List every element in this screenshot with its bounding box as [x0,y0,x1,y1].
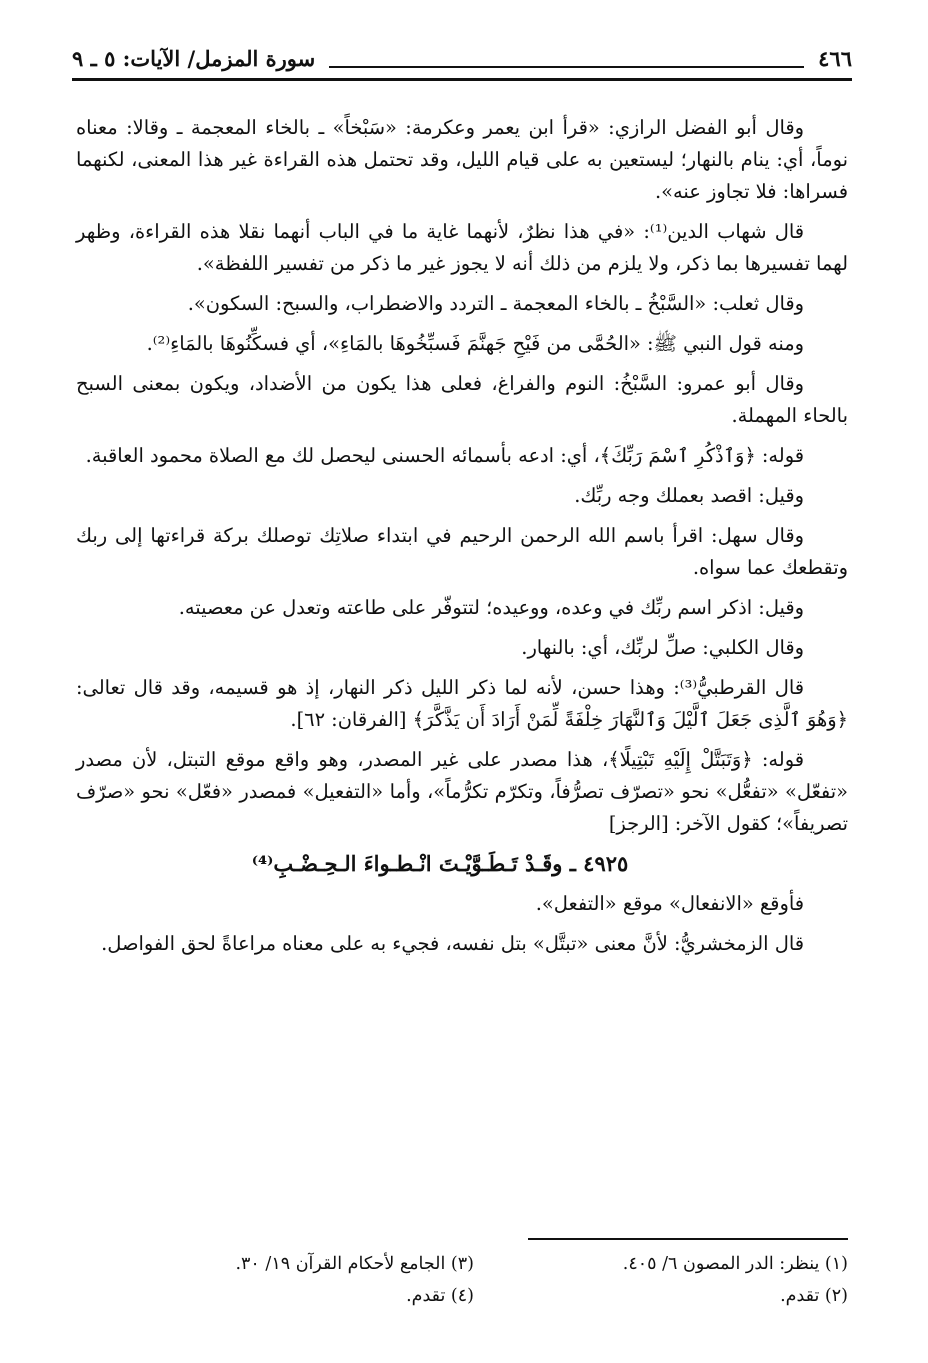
paragraph: وقيل: اقصد بعملك وجه ربِّك. [574,484,804,507]
paragraph: قوله: ﴿وَٱذْكُرِ ٱسْمَ رَبِّكَ﴾، أي: ادعه بأسمائه الحسنى ليحصل لك مع الصلاة محمود العاقبة. [85,444,804,467]
paragraph: فأوقع «الانفعال» موقع «التفعل». [535,892,804,915]
paragraph: وقال أبو عمرو: السَّبْخُ: النوم والفراغ، فعلى هذا يكون من الأضداد، ويكون بمعنى السبح بالحاء المهملة. [76,372,848,427]
paragraph: وقال أبو الفضل الرازي: «قرأ ابن يعمر وعكرمة: «سَبْخاً» ـ بالخاء المعجمة ـ وقالا: معناه نوماً، أي: ينام بالنهار؛ ليستعين به على قيام الليل، وقد تحتمل هذه القراءة غير هذا المعنى، لكنهما فسراها: فلا تجاوز عنه». [76,116,848,203]
page-number: ٤٦٦ [818,45,852,71]
surah-title: سورة المزمل/ الآيات: ٥ ـ ٩ [72,45,316,71]
paragraph: وقال الكلبي: صلِّ لربِّك، أي: بالنهار. [521,636,804,659]
footnote: (٢) تقدم. [780,1286,848,1306]
footnotes [120,1252,848,1308]
footnote: (٤) تقدم. [406,1286,474,1306]
main-text [76,112,848,968]
paragraph: وقال سهل: اقرأ باسم الله الرحمن الرحيم في ابتداء صلاتِك توصلك بركة قراءتها إلى ربك وتقطعك عما سواه. [76,524,848,579]
paragraph: وقال ثعلب: «السَّبْخُ ـ بالخاء المعجمة ـ التردد والاضطراب، والسبح: السكون». [187,292,804,315]
paragraph: ومنه قول النبي ﷺ: «الحُمَّى من فَيْحِ جَهنَّمَ فَسبِّخُوهَا بالمَاءِ»، أي فسكِّنُوهَا بالمَاءِ⁽²⁾. [146,332,804,355]
page-header [72,38,852,78]
header-underline [72,78,852,81]
footnote: (١) ينظر: الدر المصون ٦/ ٤٠٥. [622,1254,848,1274]
poetry-verse: ٤٩٢٥ ـ وقَـدْ تَـطَـوَّيْـتَ انْـطـواءَ الـحِـضْـبِ⁽⁴⁾ [251,851,629,876]
paragraph: قال الزمخشريُّ: لأنَّ معنى «تبتَّل» بتل نفسه، فجيء به على معناه مراعاةً لحق الفواصل. [101,932,804,955]
paragraph: قال القرطبيُّ⁽³⁾: وهذا حسن، لأنه لما ذكر الليل ذكر النهار، إذ هو قسيمه، وقد قال تعالى: ﴿وَهُوَ ٱلَّذِى جَعَلَ ٱلَّيْلَ وَٱلنَّهَارَ خِلْفَةً لِّمَنْ أَرَادَ أَن يَذَّكَّرَ﴾ [الفرقان: ٦٢]. [76,676,848,731]
header-rule-fill [329,48,804,68]
paragraph: قوله: ﴿وَتَبَتَّلْ إِلَيْهِ تَبْتِيلًا﴾، هذا مصدر على غير المصدر، وهو واقع موقع التبتل، لأن مصدر «تفعّل» «تفعُّل» نحو «تصرّف تصرُّفاً، وتكرّم تكرُّماً»، وأما «التفعيل» فمصدر «فعّل» نحو «صرّف تصريفاً»؛ كقول الآخر: [الرجز] [76,748,848,835]
paragraph: قال شهاب الدين⁽¹⁾: «في هذا نظرٌ، لأنهما غاية ما في الباب أنهما نقلا هذه القراءة، وظهر لهما تفسيرها بما ذكر، ولا يلزم من ذلك أنه لا يجوز غير ما ذكر من تفسير اللفظة». [76,220,848,275]
footnote: (٣) الجامع لأحكام القرآن ١٩/ ٣٠. [235,1254,474,1274]
footnote-separator [528,1238,848,1240]
paragraph: وقيل: اذكر اسم ربِّك في وعده، ووعيده؛ لتتوفّر على طاعته وتعدل عن معصيته. [178,596,804,619]
